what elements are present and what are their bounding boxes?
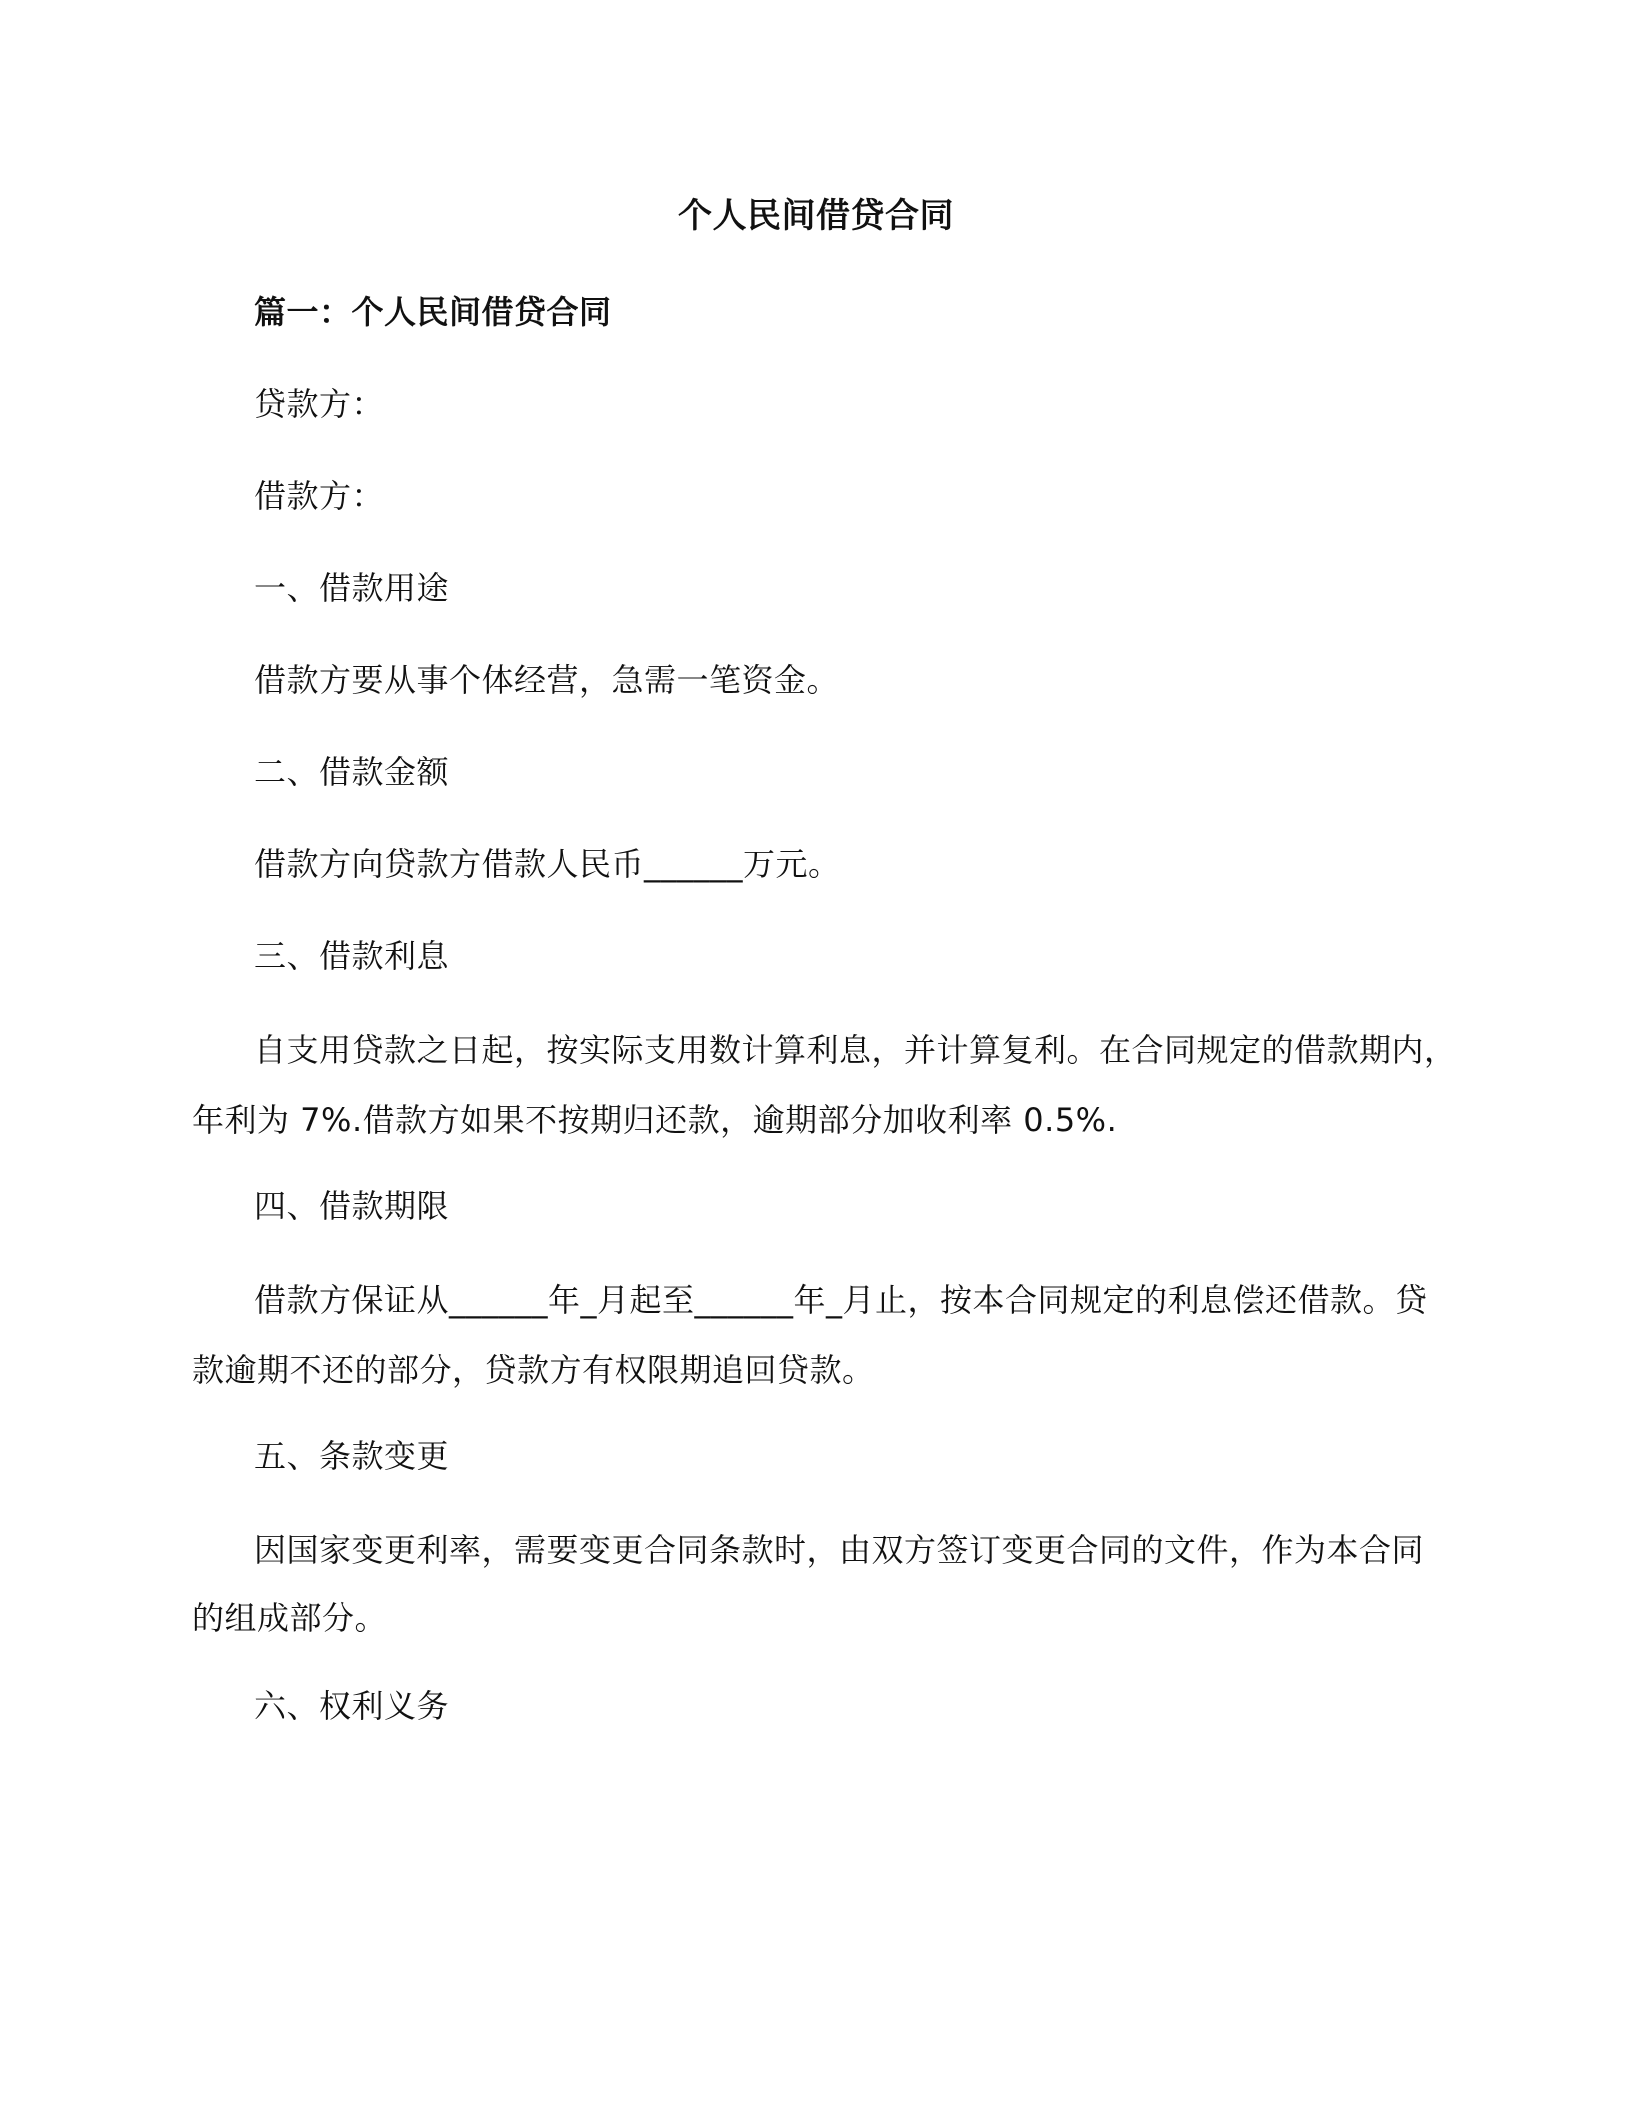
clause-text-interest-line1: 自支用贷款之日起，按实际支用数计算利息，并计算复利。在合同规定的借款期内， [254, 1031, 1457, 1069]
clause-text-change-line2: 的组成部分。 [192, 1599, 388, 1637]
clause-heading-interest: 三、借款利息 [254, 937, 450, 975]
clause-heading-term: 四、借款期限 [254, 1187, 450, 1225]
clause-text-change-line1: 因国家变更利率，需要变更合同条款时，由双方签订变更合同的文件，作为本合同 [254, 1531, 1425, 1569]
clause-text-term-line2: 款逾期不还的部分，贷款方有权限期追回贷款。 [192, 1351, 875, 1389]
borrower-label: 借款方： [254, 477, 385, 515]
clause-heading-change: 五、条款变更 [254, 1437, 450, 1475]
lender-label: 贷款方： [254, 385, 385, 423]
clause-text-purpose: 借款方要从事个体经营，急需一笔资金。 [254, 661, 840, 699]
clause-heading-purpose: 一、借款用途 [254, 569, 450, 607]
clause-text-term-line1: 借款方保证从______年_月起至______年_月止，按本合同规定的利息偿还借款。贷 [254, 1281, 1428, 1319]
section-heading: 篇一：个人民间借贷合同 [254, 293, 612, 331]
clause-text-amount: 借款方向贷款方借款人民币______万元。 [254, 845, 841, 883]
clause-heading-rights: 六、权利义务 [254, 1687, 450, 1725]
clause-heading-amount: 二、借款金额 [254, 753, 450, 791]
clause-text-interest-line2: 年利为 7%.借款方如果不按期归还款，逾期部分加收利率 0.5%. [192, 1101, 1118, 1139]
document-title: 个人民间借贷合同 [678, 196, 954, 236]
